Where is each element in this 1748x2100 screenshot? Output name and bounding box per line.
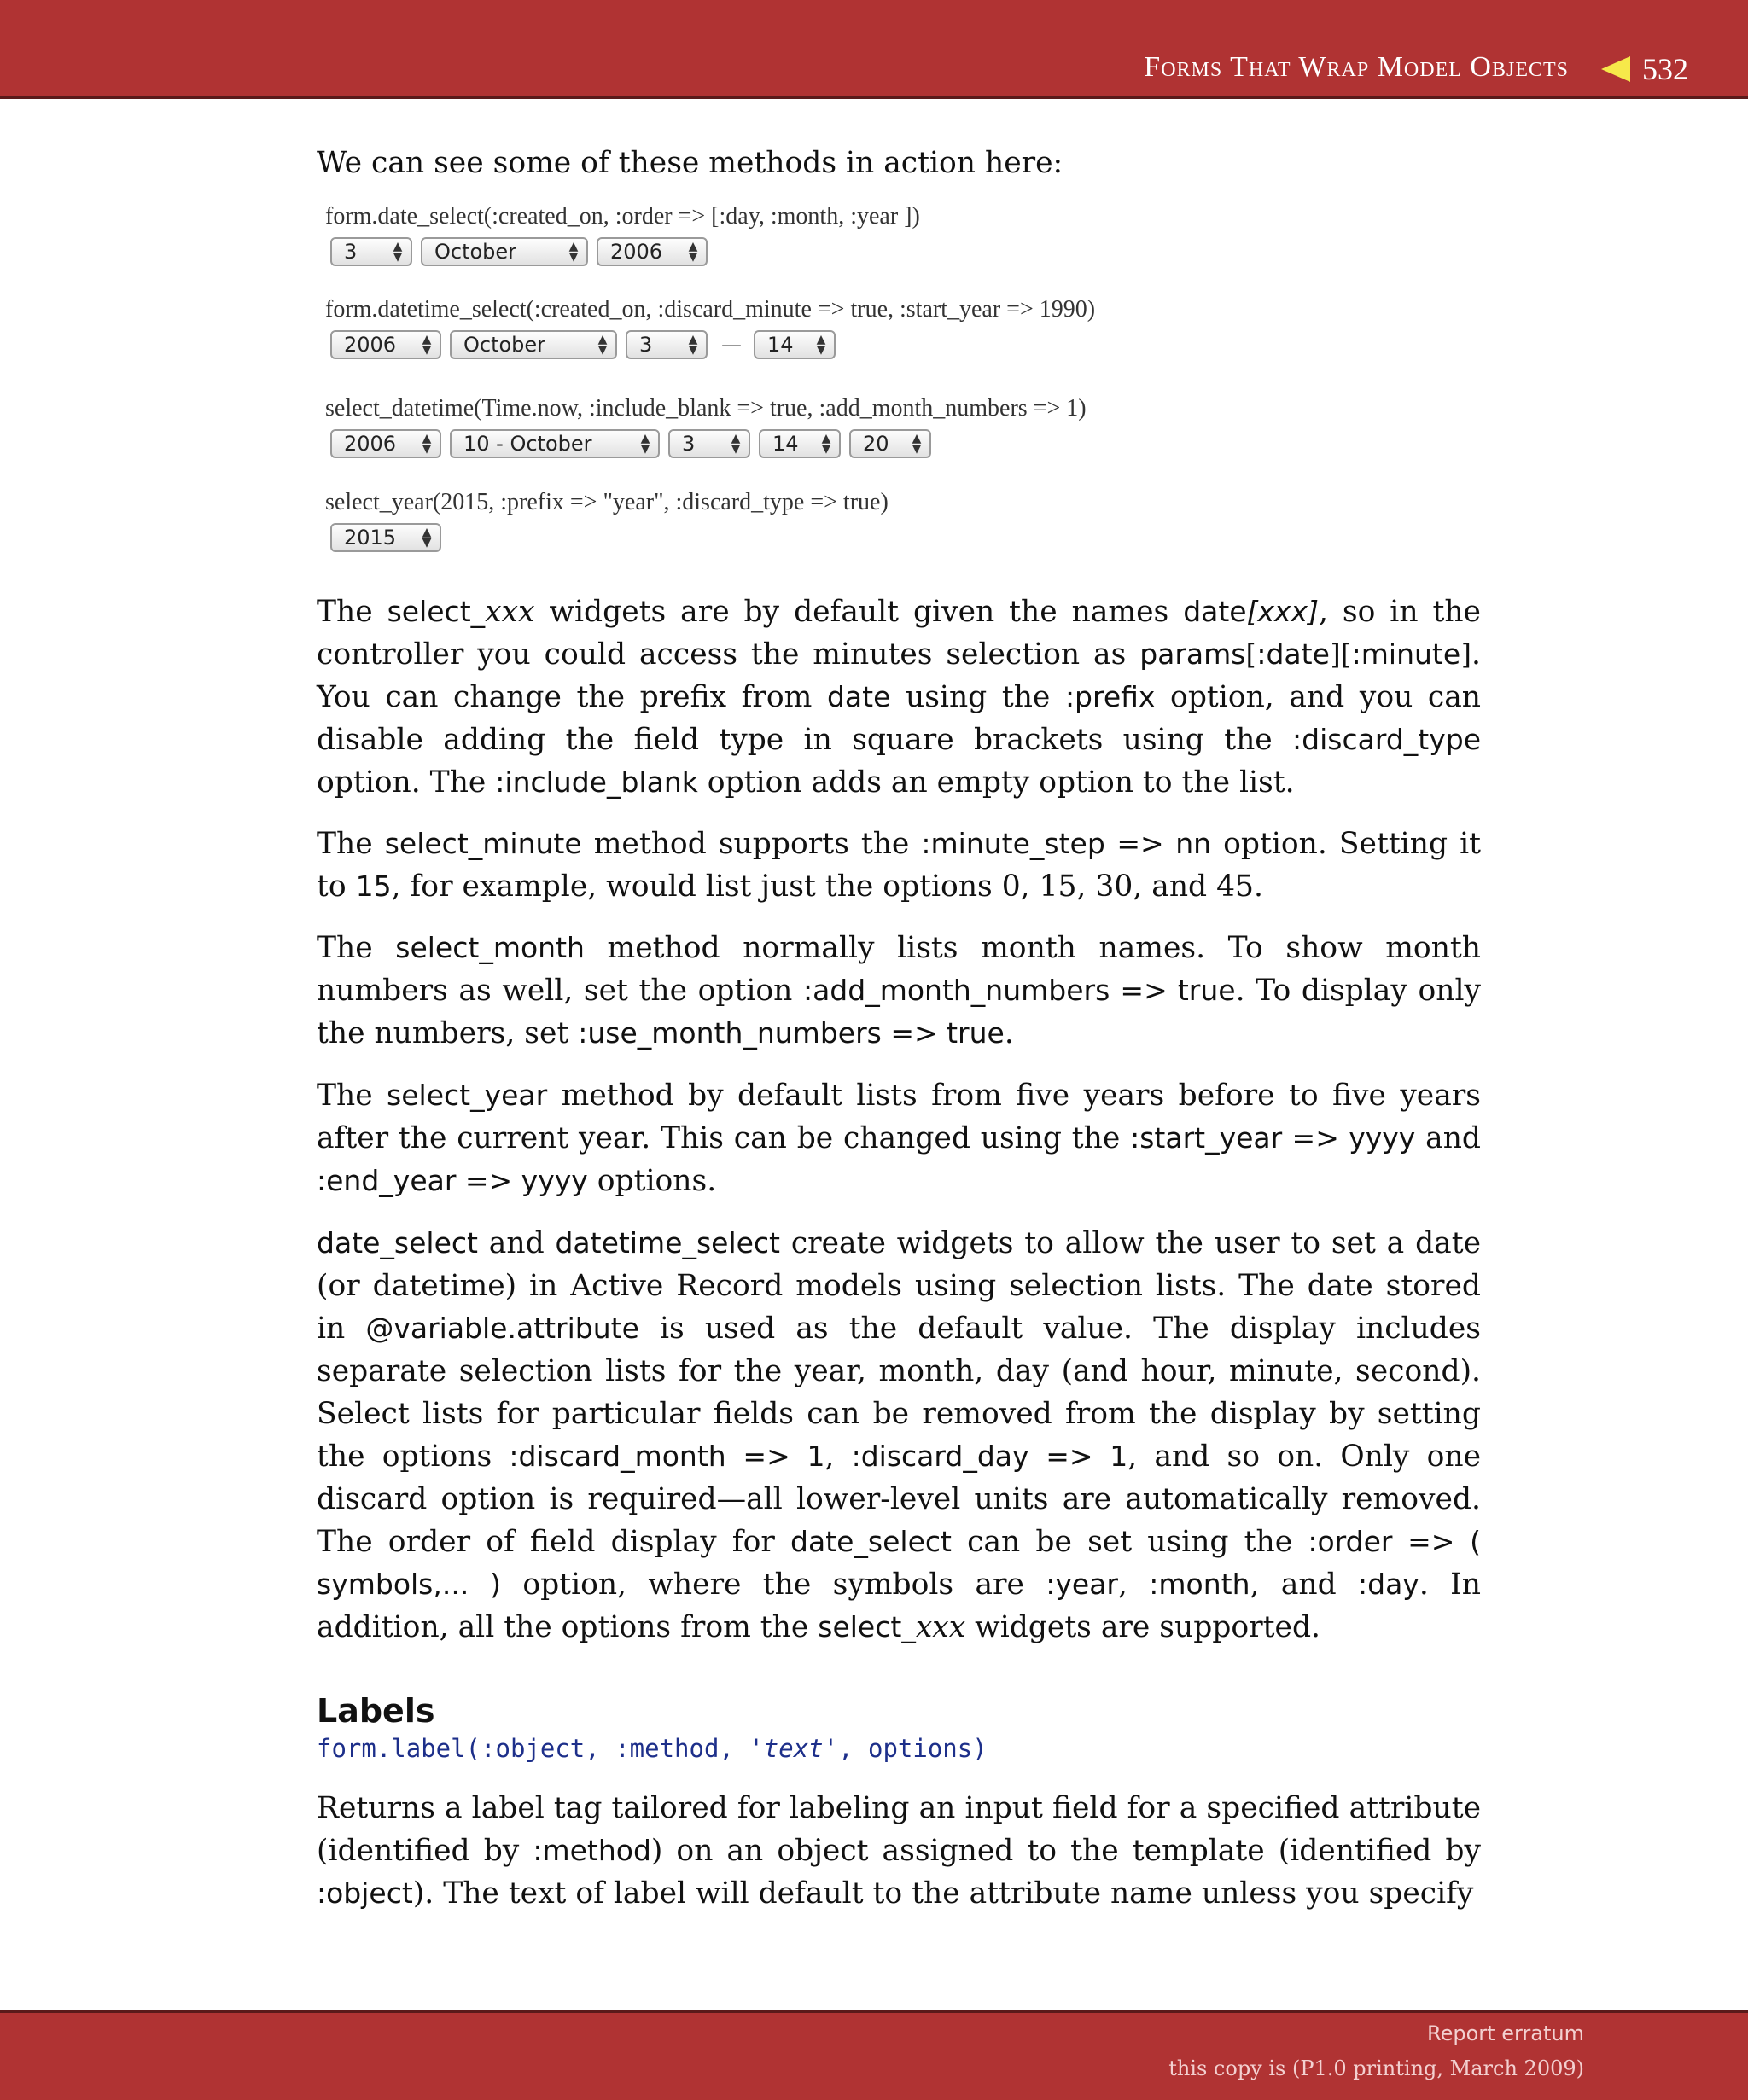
up-down-arrows-icon: ▲ ▼ [821, 432, 831, 456]
page-header [0, 0, 1748, 99]
year-select[interactable]: 2015 ▲ ▼ [330, 523, 441, 552]
paragraph-select-xxx: The select_xxx widgets are by default given the names date[xxx], so in the controller you could access the minutes selection as params[:date][:minute]. You can change the prefix from date using the :prefix option, and you can disable adding the field type in square brackets using the :discard_type option. The :include_blank option adds an empty option to the list. [317, 595, 1482, 800]
up-down-arrows-icon: ▲ ▼ [816, 333, 826, 357]
month-select[interactable]: 10 - October ▲ ▼ [450, 429, 660, 458]
paragraph-date-select: date_select and datetime_select create widgets to allow the user to set a date (or datetime) in Active Record models using selection lists. The date stored in @variable.attribute is used as the default value. The display includes separate selection lists for the year, month, day (and hour, minute, second). Select lists for particular fields can be removed from the display by setting the options :discard_month => 1, :discard_day => 1, and so on. Only one discard option is required—all lower-level units are automatically removed. The order of field display for date_select can be set using the :order => ( symbols,... ) option, where the symbols are :year, :month, and :day. In addition, all the options from the select_xxx widgets are supported. [317, 1226, 1482, 1644]
previous-page-arrow-icon[interactable] [1601, 56, 1630, 82]
day-select[interactable]: 3 ▲ ▼ [668, 429, 750, 458]
page-number: 532 [1642, 52, 1688, 86]
method-signature: form.label(:object, :method, 'text', options) [317, 1734, 988, 1763]
figure-code-line: form.date_select(:created_on, :order => [:day, :month, :year ]) [325, 203, 920, 230]
minute-select[interactable]: 20 ▲ ▼ [849, 429, 931, 458]
select-row [330, 237, 716, 266]
year-select[interactable]: 2006 ▲ ▼ [330, 429, 441, 458]
hour-select[interactable]: 14 ▲ ▼ [754, 330, 836, 359]
up-down-arrows-icon: ▲ ▼ [568, 240, 579, 264]
time-separator: — [721, 333, 742, 357]
hour-select[interactable]: 14 ▲ ▼ [759, 429, 841, 458]
up-down-arrows-icon: ▲ ▼ [422, 432, 432, 456]
select-row [330, 429, 940, 458]
up-down-arrows-icon: ▲ ▼ [422, 526, 432, 550]
day-select[interactable]: 3 ▲ ▼ [330, 237, 412, 266]
select-row [330, 523, 450, 552]
intro-paragraph: We can see some of these methods in action here: [317, 146, 1063, 180]
running-title: Forms That Wrap Model Objects [1144, 51, 1569, 83]
paragraph-label: Returns a label tag tailored for labeling an input field for a specified attribute (identified by :method) on an object assigned to the template (identified by :object). The text of label will default to the attribute name unless you specify [317, 1791, 1481, 1911]
up-down-arrows-icon: ▲ ▼ [912, 432, 922, 456]
figure-code-line: form.datetime_select(:created_on, :discard_minute => true, :start_year => 1990) [325, 296, 1096, 323]
up-down-arrows-icon: ▲ ▼ [688, 333, 698, 357]
up-down-arrows-icon: ▲ ▼ [393, 240, 403, 264]
figure-code-line: select_datetime(Time.now, :include_blank => true, :add_month_numbers => 1) [325, 395, 1087, 422]
day-select[interactable]: 3 ▲ ▼ [626, 330, 708, 359]
section-heading-labels: Labels [317, 1692, 435, 1730]
figure-code-line: select_year(2015, :prefix => "year", :discard_type => true) [325, 489, 889, 515]
up-down-arrows-icon: ▲ ▼ [597, 333, 608, 357]
report-erratum-link[interactable]: Report erratum [1427, 2021, 1584, 2045]
page-footer [0, 2010, 1748, 2100]
up-down-arrows-icon: ▲ ▼ [640, 432, 650, 456]
up-down-arrows-icon: ▲ ▼ [422, 333, 432, 357]
paragraph-select-minute: The select_minute method supports the :minute_step => nn option. Setting it to 15, for example, would list just the options 0, 15, 30, and 45. [317, 827, 1481, 904]
paragraph-select-year: The select_year method by default lists from five years before to five years after the current year. This can be changed using the :start_year => yyyy and :end_year => yyyy options. [317, 1079, 1481, 1198]
month-select[interactable]: October ▲ ▼ [421, 237, 588, 266]
up-down-arrows-icon: ▲ ▼ [731, 432, 741, 456]
paragraph-select-month: The select_month method normally lists month names. To show month numbers as well, set the option :add_month_numbers => true. To display only the numbers, set :use_month_numbers => true. [317, 931, 1481, 1050]
select-row [330, 330, 844, 359]
month-select[interactable]: October ▲ ▼ [450, 330, 617, 359]
year-select[interactable]: 2006 ▲ ▼ [597, 237, 708, 266]
year-select[interactable]: 2006 ▲ ▼ [330, 330, 441, 359]
printing-info: this copy is (P1.0 printing, March 2009) [1168, 2056, 1584, 2080]
up-down-arrows-icon: ▲ ▼ [688, 240, 698, 264]
